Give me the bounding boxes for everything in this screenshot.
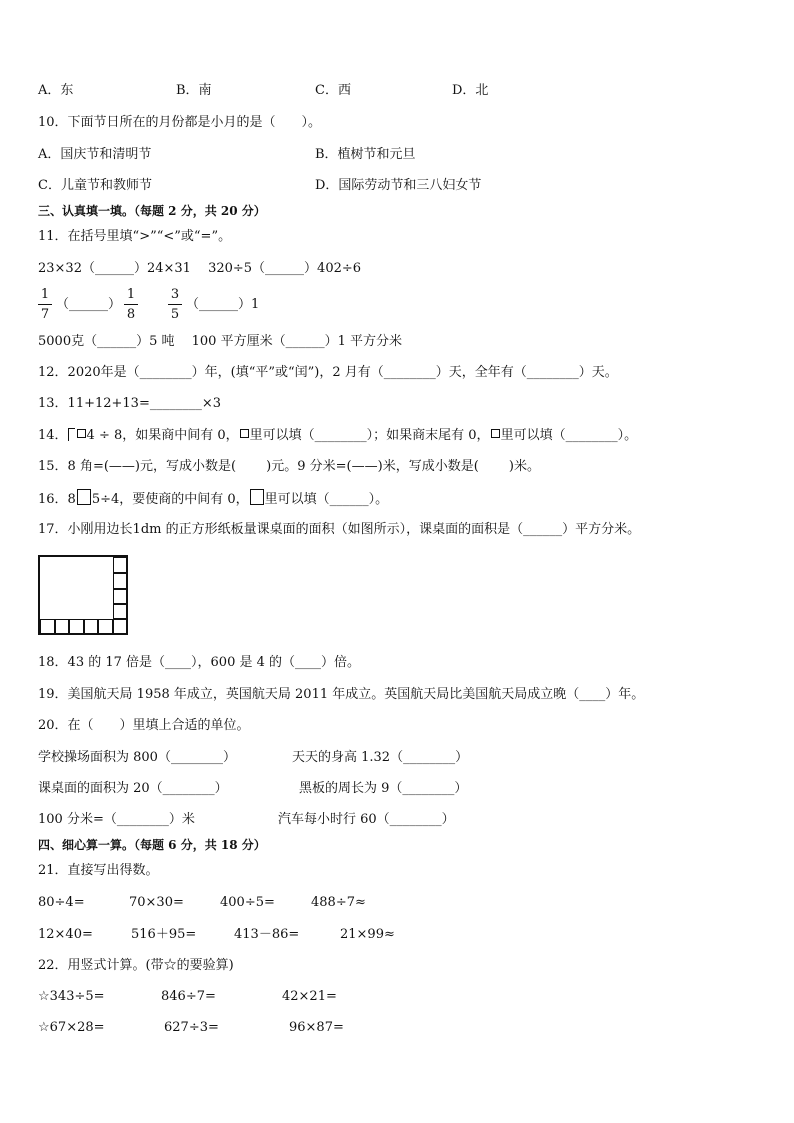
q20-item-2: 天天的身高 1.32（________）	[292, 750, 469, 765]
q9-option-a: A．东	[38, 83, 74, 98]
q21-stem: 21．直接写出得数。	[38, 863, 159, 878]
q10-option-a: A．国庆节和清明节	[38, 147, 152, 162]
q22-item: 96×87=	[289, 1020, 344, 1035]
square-cell	[98, 619, 113, 635]
q11-blank-a: （______）	[56, 297, 122, 312]
q21-item: 12×40=	[38, 927, 93, 942]
q11-row3: 5000克（______）5 吨 100 平方厘米（______）1 平方分米	[38, 334, 402, 349]
q14	[38, 427, 637, 445]
square-cell	[69, 619, 84, 635]
fraction-denominator: 7	[40, 307, 50, 322]
q22-item: 846÷7=	[161, 989, 216, 1004]
q12: 12．2020年是（________）年，(填“平”或“闰”)，2 月有（________）天，全年有（________）天。	[38, 365, 618, 380]
q21-item: 70×30=	[129, 895, 184, 910]
q16	[38, 489, 388, 509]
square-cell	[84, 619, 98, 635]
blank-box-icon	[77, 489, 91, 505]
q13: 13．11+12+13=________×3	[38, 396, 222, 411]
q10-option-d: D．国际劳动节和三八妇女节	[315, 178, 482, 193]
q14-expression: 4 ÷ 8，如果商中间有 0，	[86, 428, 239, 443]
fraction-denominator: 8	[126, 307, 136, 322]
fraction-numerator: 3	[168, 287, 182, 305]
q11-fraction-1-8	[124, 287, 138, 323]
square-cell	[113, 589, 128, 604]
q11-stem: 11．在括号里填“>”“<”或“=”。	[38, 229, 232, 244]
q9-option-d: D．北	[452, 83, 489, 98]
q21-item: 413－86=	[234, 927, 300, 942]
q20-item-5: 100 分米=（________）米	[38, 812, 195, 827]
q11-fraction-3-5	[168, 287, 182, 323]
q11-blank-b: （______）1	[186, 297, 260, 312]
square-cell	[113, 573, 128, 589]
fraction-denominator: 5	[170, 307, 180, 322]
square-cell	[113, 604, 128, 619]
square-cell	[40, 619, 55, 635]
section-3-heading: 三、认真填一填。（每题 2 分，共 20 分）	[38, 204, 266, 218]
q9-option-b: B．南	[176, 83, 212, 98]
q21-item: 21×99≈	[340, 927, 395, 942]
q21-item: 400÷5=	[220, 895, 275, 910]
q21-item: 80÷4=	[38, 895, 85, 910]
q14-number: 14．	[38, 428, 68, 443]
desk-area-diagram	[38, 555, 128, 635]
square-cell	[113, 557, 128, 573]
q20-item-4: 黑板的周长为 9（________）	[299, 781, 468, 796]
q16-number: 16．8	[38, 492, 76, 507]
q22-item: 627÷3=	[164, 1020, 219, 1035]
fraction-numerator: 1	[38, 287, 52, 305]
q21-item: 516＋95=	[131, 927, 197, 942]
q10-stem: 10．下面节日所在的月份都是小月的是（ ）。	[38, 115, 322, 130]
fraction-numerator: 1	[124, 287, 138, 305]
square-cell	[113, 619, 128, 635]
division-bracket-icon	[68, 428, 75, 441]
q11-fraction-1-7	[38, 287, 52, 323]
q19: 19．美国航天局 1958 年成立，英国航天局 2011 年成立。英国航天局比美国航天局成立晚（____）年。	[38, 687, 645, 702]
q10-option-c: C．儿童节和教师节	[38, 178, 152, 193]
q15: 15．8 角=(——)元，写成小数是( )元。9 分米=(——)米，写成小数是( )米。	[38, 459, 540, 474]
q18: 18．43 的 17 倍是（____），600 是 4 的（____）倍。	[38, 655, 361, 670]
q17: 17．小刚用边长1dm 的正方形纸板量课桌面的面积（如图所示），课桌面的面积是（______）平方分米。	[38, 522, 641, 537]
square-cell	[55, 619, 69, 635]
q22-item: 42×21=	[282, 989, 337, 1004]
q20-item-6: 汽车每小时行 60（________）	[278, 812, 455, 827]
q14-text-middle: 里可以填（________）；如果商末尾有 0，	[249, 428, 490, 443]
q16-expression: 5÷4，要使商的中间有 0，	[91, 492, 249, 507]
q9-option-c: C．西	[315, 83, 351, 98]
section-4-heading: 四、细心算一算。（每题 6 分，共 18 分）	[38, 838, 266, 852]
q22-item: ☆67×28=	[38, 1020, 105, 1035]
q21-item: 488÷7≈	[311, 895, 366, 910]
blank-box-icon	[250, 489, 264, 505]
q20-item-1: 学校操场面积为 800（________）	[38, 750, 236, 765]
blank-square-icon	[240, 429, 249, 438]
q11-row1: 23×32（______）24×31 320÷5（______）402÷6	[38, 261, 362, 276]
q20-stem: 20．在（ ）里填上合适的单位。	[38, 718, 250, 733]
q22-stem: 22．用竖式计算。(带☆的要验算)	[38, 958, 234, 973]
q14-text-end: 里可以填（________）。	[500, 428, 638, 443]
q10-option-b: B．植树节和元旦	[315, 147, 416, 162]
blank-square-icon	[77, 429, 86, 438]
q20-item-3: 课桌面的面积为 20（________）	[38, 781, 228, 796]
q16-text-end: 里可以填（______）。	[264, 492, 389, 507]
q22-item: ☆343÷5=	[38, 989, 105, 1004]
blank-square-icon	[491, 429, 500, 438]
